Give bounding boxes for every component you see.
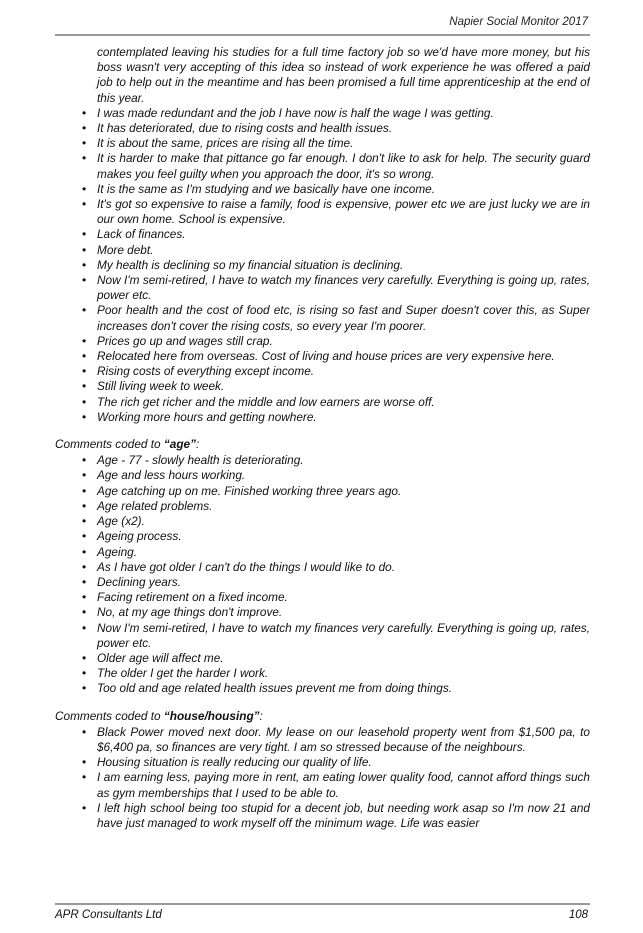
comment-list-house	[55, 725, 590, 831]
comment-text: Age and less hours working.	[97, 468, 246, 483]
comment-text: More debt.	[97, 242, 154, 257]
list-item	[55, 136, 590, 151]
section-code: “age”	[163, 437, 196, 452]
comment-text: It's got so expensive to raise a family, food is expensive, power etc we are just lucky we are in our own home. School is expensive.	[97, 197, 590, 227]
comment-text: Age - 77 - slowly health is deteriorating.	[97, 453, 304, 468]
bullet-icon: •	[82, 105, 87, 120]
bullet-icon: •	[82, 483, 87, 498]
bullet-icon: •	[82, 468, 87, 483]
bullet-icon: •	[82, 755, 87, 770]
list-item	[55, 770, 590, 800]
list-item	[55, 121, 590, 136]
bullet-icon: •	[82, 273, 87, 288]
bullet-icon: •	[82, 498, 87, 513]
bullet-icon: •	[82, 770, 87, 785]
section-heading-suffix: :	[259, 708, 263, 723]
bullet-icon: •	[82, 453, 87, 468]
bullet-icon: •	[82, 197, 87, 212]
bullet-icon: •	[82, 364, 87, 379]
comment-text: I am earning less, paying more in rent, am eating lower quality food, cannot afford things such as gym memberships that I used to be able to.	[97, 770, 590, 800]
list-item	[55, 621, 590, 651]
list-item	[55, 666, 590, 681]
list-item	[55, 529, 590, 544]
comment-text: Now I'm semi-retired, I have to watch my finances very carefully. Everything is going up, rates, power etc.	[97, 620, 590, 650]
bullet-icon: •	[82, 121, 87, 136]
comment-text: Black Power moved next door. My lease on our leasehold property went from $1,500 pa, to $6,400 pa, so finances are very tight. I am so stressed because of the neighbours.	[97, 724, 590, 754]
list-item	[55, 725, 590, 755]
comment-text: I left high school being too stupid for a decent job, but needing work asap so I'm now 21 and have just managed to work myself off the minimum wage. Life was easier	[97, 800, 590, 830]
bullet-icon: •	[82, 681, 87, 696]
bullet-icon: •	[82, 650, 87, 665]
page-footer	[55, 903, 590, 927]
bullet-icon: •	[82, 590, 87, 605]
page-number: 108	[568, 909, 588, 921]
comment-text: Older age will affect me.	[97, 650, 224, 665]
comment-text: Ageing process.	[97, 529, 182, 544]
list-item	[55, 499, 590, 514]
section-heading-age	[55, 437, 590, 452]
comment-text: Declining years.	[97, 574, 181, 589]
list-item	[55, 681, 590, 696]
list-item	[55, 334, 590, 349]
company-name: APR Consultants Ltd	[55, 909, 162, 921]
list-item	[55, 605, 590, 620]
page-content	[55, 36, 590, 898]
bullet-icon: •	[82, 409, 87, 424]
comment-list	[55, 106, 590, 425]
list-item	[55, 755, 590, 770]
bullet-icon: •	[82, 529, 87, 544]
list-item	[55, 410, 590, 425]
list-item	[55, 258, 590, 273]
list-item	[55, 182, 590, 197]
list-item	[55, 468, 590, 483]
comment-text: It has deteriorated, due to rising costs and health issues.	[97, 121, 393, 136]
comment-text: Facing retirement on a fixed income.	[97, 590, 288, 605]
comment-text: Housing situation is really reducing our quality of life.	[97, 755, 372, 770]
bullet-icon: •	[82, 333, 87, 348]
bullet-icon: •	[82, 136, 87, 151]
comment-text: It is harder to make that pittance go far enough. I don't like to ask for help. The security guard makes you feel guilty when you approach the door, it's so wrong.	[97, 151, 590, 181]
bullet-icon: •	[82, 181, 87, 196]
section-heading-prefix: Comments coded to	[55, 708, 164, 723]
bullet-icon: •	[82, 349, 87, 364]
list-item	[55, 227, 590, 242]
comment-text: Age related problems.	[97, 498, 213, 513]
bullet-icon: •	[82, 544, 87, 559]
list-item	[55, 151, 590, 181]
list-item	[55, 395, 590, 410]
section-heading-prefix: Comments coded to	[55, 437, 164, 452]
bullet-icon: •	[82, 151, 87, 166]
comment-text: Prices go up and wages still crap.	[97, 333, 273, 348]
continued-comment: contemplated leaving his studies for a full time factory job so we'd have more money, but his boss wasn't very accepting of this idea so instead of work experience he was offered a paid job to help out in the meantime and has been promised a full time apprenticeship at the end of this year.	[97, 45, 590, 105]
bullet-icon: •	[82, 574, 87, 589]
bullet-icon: •	[82, 559, 87, 574]
comment-text: The rich get richer and the middle and low earners are worse off.	[97, 394, 435, 409]
bullet-icon: •	[82, 605, 87, 620]
list-item	[55, 364, 590, 379]
comment-text: Poor health and the cost of food etc, is rising so fast and Super doesn't cover this, as Super increases don't cover the rising costs, so every year I'm poorer.	[97, 303, 590, 333]
bullet-icon: •	[82, 394, 87, 409]
list-item	[55, 514, 590, 529]
section-heading-suffix: :	[195, 437, 200, 452]
bullet-icon: •	[82, 303, 87, 318]
comment-text: Working more hours and getting nowhere.	[97, 409, 317, 424]
comment-text: Lack of finances.	[97, 227, 186, 242]
comment-text: Age catching up on me. Finished working three years ago.	[97, 483, 402, 498]
bullet-icon: •	[82, 514, 87, 529]
list-item	[55, 243, 590, 258]
list-item	[55, 801, 590, 831]
report-title: Napier Social Monitor 2017	[449, 16, 588, 28]
bullet-icon: •	[82, 227, 87, 242]
list-item	[55, 651, 590, 666]
comment-text: It is about the same, prices are rising all the time.	[97, 136, 354, 151]
bullet-icon: •	[82, 257, 87, 272]
page-header	[55, 10, 590, 36]
list-item	[55, 453, 590, 468]
list-item	[55, 484, 590, 499]
list-item	[55, 349, 590, 364]
comment-text: Still living week to week.	[97, 379, 225, 394]
bullet-icon: •	[82, 724, 87, 739]
list-item	[55, 545, 590, 560]
bullet-icon: •	[82, 379, 87, 394]
comment-text: The older I get the harder I work.	[97, 666, 269, 681]
comment-text: No, at my age things don't improve.	[97, 605, 283, 620]
list-item	[55, 197, 590, 227]
comment-text: Now I'm semi-retired, I have to watch my finances very carefully. Everything is going up, rates, power etc.	[97, 273, 590, 303]
list-item	[55, 106, 590, 121]
list-item	[55, 273, 590, 303]
comment-text: My health is declining so my financial situation is declining.	[97, 257, 404, 272]
comment-text: Too old and age related health issues prevent me from doing things.	[97, 681, 453, 696]
bullet-icon: •	[82, 242, 87, 257]
list-item	[55, 590, 590, 605]
comment-text: Age (x2).	[97, 514, 145, 529]
comment-text: Ageing.	[97, 544, 138, 559]
list-item	[55, 560, 590, 575]
list-item	[55, 379, 590, 394]
section-heading-house	[55, 709, 590, 724]
comment-text: Relocated here from overseas. Cost of living and house prices are very expensive here.	[97, 349, 555, 364]
list-item	[55, 303, 590, 333]
comment-text: It is the same as I'm studying and we basically have one income.	[97, 181, 435, 196]
comment-text: I was made redundant and the job I have now is half the wage I was getting.	[97, 105, 494, 120]
comment-list-age	[55, 453, 590, 696]
bullet-icon: •	[82, 620, 87, 635]
bullet-icon: •	[82, 800, 87, 815]
bullet-icon: •	[82, 666, 87, 681]
comment-text: As I have got older I can't do the things I would like to do.	[97, 559, 396, 574]
comment-text: Rising costs of everything except income.	[97, 364, 315, 379]
list-item	[55, 575, 590, 590]
section-code: “house/housing”	[163, 708, 260, 723]
